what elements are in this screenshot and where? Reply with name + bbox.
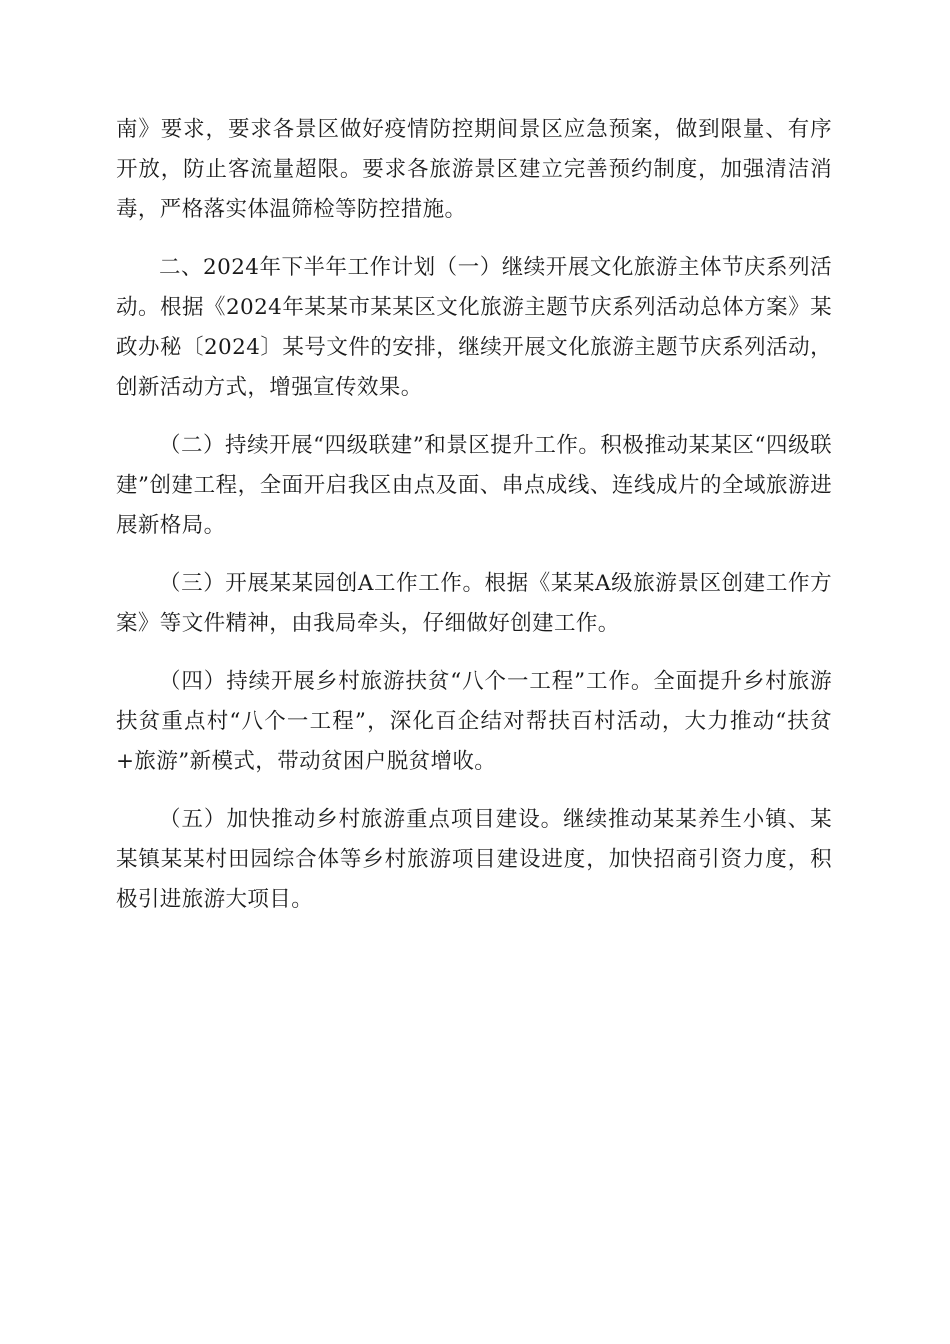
paragraph-section-two-item-one: 二、2024年下半年工作计划（一）继续开展文化旅游主体节庆系列活动。根据《2024年某某市某某区文化旅游主题节庆系列活动总体方案》某政办秘〔2024〕某号文件的安排，继续开展文化旅游主题节庆系列活动，创新活动方式，增强宣传效果。 bbox=[116, 255, 832, 400]
paragraph-item-two: （二）持续开展“四级联建”和景区提升工作。积极推动某某区“四级联建”创建工程，全面开启我区由点及面、串点成线、连线成片的全域旅游进展新格局。 bbox=[116, 433, 832, 538]
paragraph-continuation: 南》要求，要求各景区做好疫情防控期间景区应急预案，做到限量、有序开放，防止客流量超限。要求各旅游景区建立完善预约制度，加强清洁消毒，严格落实体温筛检等防控措施。 bbox=[116, 117, 832, 222]
paragraph-item-five: （五）加快推动乡村旅游重点项目建设。继续推动某某养生小镇、某某镇某某村田园综合体等乡村旅游项目建设进度，加快招商引资力度，积极引进旅游大项目。 bbox=[116, 807, 832, 912]
paragraph-item-four: （四）持续开展乡村旅游扶贫“八个一工程”工作。全面提升乡村旅游扶贫重点村“八个一工程”，深化百企结对帮扶百村活动，大力推动“扶贫+旅游”新模式，带动贫困户脱贫增收。 bbox=[116, 669, 832, 774]
paragraph-item-three: （三）开展某某园创A工作工作。根据《某某A级旅游景区创建工作方案》等文件精神，由我局牵头，仔细做好创建工作。 bbox=[116, 571, 832, 636]
document-body bbox=[116, 110, 832, 938]
